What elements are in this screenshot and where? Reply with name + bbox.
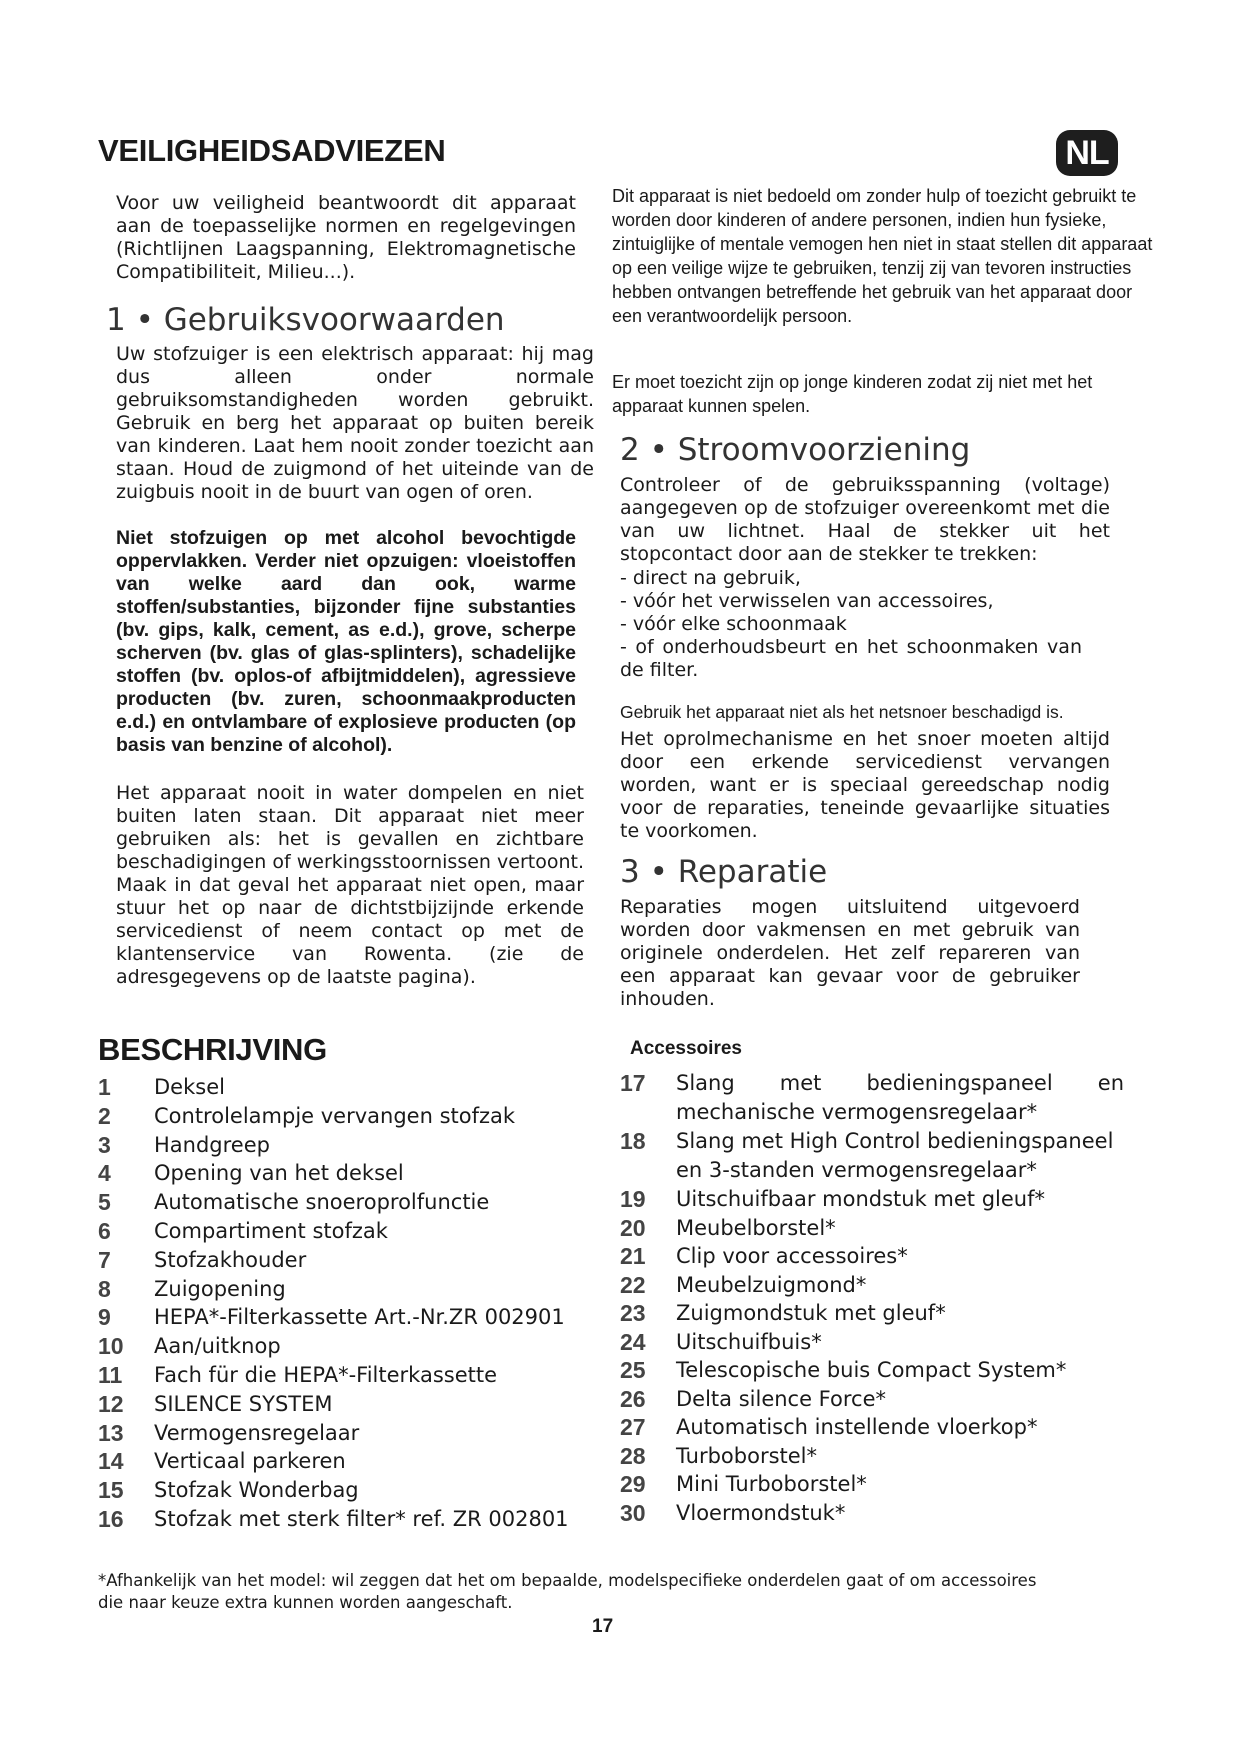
item-label: Verticaal parkeren xyxy=(154,1449,346,1474)
item-number: 7 xyxy=(98,1246,111,1273)
list-item xyxy=(620,1271,1124,1300)
item-label: Uitschuifbuis* xyxy=(676,1329,822,1354)
list-item xyxy=(98,1303,598,1332)
list-item xyxy=(98,1390,598,1419)
item-label: Fach für die HEPA*-Filterkassette xyxy=(154,1362,498,1387)
list-item xyxy=(620,1413,1124,1442)
list-item xyxy=(98,1246,598,1275)
item-label: Vermogensregelaar xyxy=(154,1420,360,1445)
item-label: Deksel xyxy=(154,1075,225,1099)
item-label: Automatisch instellende vloerkop* xyxy=(676,1415,1038,1439)
footnote: *Afhankelijk van het model: wil zeggen dat het om bepaalde, modelspecifieke onderdelen gaat of om accessoires die naar keuze extra kunnen worden aangeschaft. xyxy=(98,1571,1037,1612)
item-label: Zuigopening xyxy=(154,1276,286,1301)
list-item xyxy=(620,1214,1124,1243)
item-label: Compartiment stofzak xyxy=(154,1218,388,1243)
list-item xyxy=(98,1217,598,1246)
item-number: 29 xyxy=(620,1471,646,1497)
list-item xyxy=(98,1419,598,1448)
item-number: 3 xyxy=(98,1131,111,1158)
item-label: Delta silence Force* xyxy=(676,1386,886,1411)
power-checklist xyxy=(620,567,1082,682)
item-number: 30 xyxy=(620,1499,646,1526)
item-number: 12 xyxy=(98,1390,124,1417)
language-badge: NL xyxy=(1056,130,1118,176)
item-number: 14 xyxy=(98,1448,124,1475)
list-item xyxy=(620,1499,1124,1528)
item-number: 23 xyxy=(620,1300,646,1326)
item-number: 5 xyxy=(98,1189,111,1216)
item-number: 10 xyxy=(98,1333,124,1360)
item-label: Aan/uitknop xyxy=(154,1334,281,1359)
item-number: 27 xyxy=(620,1414,646,1440)
item-number: 9 xyxy=(98,1304,111,1331)
item-number: 13 xyxy=(98,1419,124,1446)
item-number: 18 xyxy=(620,1128,646,1154)
item-number: 16 xyxy=(98,1505,124,1532)
supervision-paragraph: Dit apparaat is niet bedoeld om zonder hulp of toezicht gebruikt te worden door kinderen of andere personen, indien hun fysieke, zintuiglijke of mentale vemogen hen niet in staat stellen dit apparaat op een veilige wijze te gebruiken, tenzij zij van tevoren instructies hebben ontvangen betreffende het gebruik van het apparaat door een verantwoordelijk persoon. xyxy=(612,186,1153,326)
item-label: HEPA*-Filterkassette Art.-Nr.ZR 002901 xyxy=(154,1305,565,1330)
item-label: Automatische snoeroprolfunctie xyxy=(154,1190,490,1215)
section-title-power: 2 • Stroomvoorziening xyxy=(620,432,971,468)
item-label: Turboborstel* xyxy=(676,1443,818,1468)
item-number: 2 xyxy=(98,1102,111,1129)
list-item xyxy=(98,1361,598,1390)
power-checklist-item: - vóór elke schoonmaak xyxy=(620,613,847,635)
cord-replacement-paragraph: Het oprolmechanisme en het snoer moeten altijd door een erkende servicedienst vervangen worden, want er is speciaal gereedschap nodig voor de reparaties, teneinde gevaarlijke situaties te voorkomen. xyxy=(620,728,1110,842)
description-title: BESCHRIJVING xyxy=(98,1032,327,1067)
item-number: 21 xyxy=(620,1243,646,1269)
list-item xyxy=(620,1356,1124,1385)
item-number: 28 xyxy=(620,1442,646,1469)
section-title-usage: 1 • Gebruiksvoorwaarden xyxy=(106,302,505,338)
parts-list xyxy=(98,1073,598,1534)
item-label: Handgreep xyxy=(154,1132,270,1157)
power-checklist-item: - direct na gebruik, xyxy=(620,567,801,589)
power-checklist-item: - of onderhoudsbeurt en het schoonmaken van de filter. xyxy=(620,636,1082,681)
list-item xyxy=(620,1299,1124,1328)
item-label: SILENCE SYSTEM xyxy=(154,1391,333,1416)
item-label: Stofzakhouder xyxy=(154,1247,307,1272)
item-number: 4 xyxy=(98,1160,111,1187)
list-item xyxy=(620,1470,1124,1499)
list-item xyxy=(98,1102,598,1131)
item-label: Slang met High Control bedieningspaneel en 3-standen vermogensregelaar* xyxy=(676,1129,1114,1182)
usage-warning-bold: Niet stofzuigen op met alcohol bevochtigde oppervlakken. Verder niet opzuigen: vloeistoffen van welke aard dan ook, warme stoffen/substanties, bijzonder fijne substanties (bv. gips, kalk, cement, as e.d.), grove, scherpe scherven (bv. glas of glas-splinters), schadelijke stoffen (bv. oplos-of afbijtmiddelen), agressieve producten (bv. zuren, schoonmaakproducten e.d.) en ontvlambare of explosieve producten (op basis van benzine of alcohol). xyxy=(116,527,576,756)
usage-paragraph-2: Het apparaat nooit in water dompelen en niet buiten laten staan. Dit apparaat niet meer gebruiken als: het is gevallen en zichtbare beschadigingen of werkingsstoornissen vertoont. Maak in dat geval het apparaat niet open, maar stuur het op naar de dichtstbijzijnde erkende servicedienst of neem contact op met de klantenservice van Rowenta. (zie de adresgegevens op de laatste pagina). xyxy=(116,782,584,988)
page-number: 17 xyxy=(592,1616,614,1637)
item-label: Uitschuifbaar mondstuk met gleuf* xyxy=(676,1187,1045,1211)
cord-warning: Gebruik het apparaat niet als het netsnoer beschadigd is. xyxy=(620,702,1064,722)
item-number: 15 xyxy=(98,1477,124,1504)
item-label: Vloermondstuk* xyxy=(676,1500,846,1525)
item-label: Clip voor accessoires* xyxy=(676,1244,908,1268)
power-paragraph: Controleer of de gebruiksspanning (voltage) aangegeven op de stofzuiger overeenkomt met die van uw lichtnet. Haal de stekker uit het stopcontact door aan de stekker te trekken: xyxy=(620,474,1110,565)
item-label: Mini Turboborstel* xyxy=(676,1472,867,1496)
item-label: Stofzak Wonderbag xyxy=(154,1478,359,1503)
item-label: Controlelampje vervangen stofzak xyxy=(154,1103,516,1128)
item-label: Meubelzuigmond* xyxy=(676,1272,867,1297)
safety-intro: Voor uw veiligheid beantwoordt dit apparaat aan de toepasselijke normen en regelgevingen (Richtlijnen Laagspanning, Elektromagnetische Compatibiliteit, Milieu...). xyxy=(116,192,576,283)
list-item xyxy=(98,1188,598,1217)
item-number: 6 xyxy=(98,1217,111,1244)
list-item xyxy=(98,1131,598,1160)
list-item xyxy=(620,1442,1124,1471)
item-label: Stofzak met sterk filter* ref. ZR 002801 xyxy=(154,1506,569,1531)
list-item xyxy=(98,1159,598,1188)
page-title: VEILIGHEIDSADVIEZEN xyxy=(98,133,446,168)
item-number: 22 xyxy=(620,1271,646,1298)
item-number: 1 xyxy=(98,1074,111,1100)
usage-paragraph: Uw stofzuiger is een elektrisch apparaat: hij mag dus alleen onder normale gebruiksomstandigheden worden gebruikt. Gebruik en berg het apparaat op buiten bereik van kinderen. Laat hem nooit zonder toezicht aan staan. Houd de zuigmond of het uiteinde van de zuigbuis nooit in de buurt van ogen of oren. xyxy=(116,343,594,503)
section-title-repair: 3 • Reparatie xyxy=(620,854,828,890)
accessories-list xyxy=(620,1069,1124,1527)
list-item xyxy=(620,1185,1124,1214)
item-number: 8 xyxy=(98,1275,111,1302)
item-number: 17 xyxy=(620,1070,646,1096)
list-item xyxy=(98,1476,598,1505)
list-item xyxy=(620,1385,1124,1414)
repair-paragraph: Reparaties mogen uitsluitend uitgevoerd worden door vakmensen en met gebruik van originele onderdelen. Het zelf repareren van een apparaat kan gevaar voor de gebruiker inhouden. xyxy=(620,896,1080,1010)
item-number: 19 xyxy=(620,1186,646,1212)
list-item xyxy=(98,1505,598,1534)
item-label: Opening van het deksel xyxy=(154,1161,404,1186)
item-label: Telescopische buis Compact System* xyxy=(676,1358,1067,1382)
list-item xyxy=(620,1127,1124,1184)
item-number: 24 xyxy=(620,1328,646,1355)
power-checklist-item: - vóór het verwisselen van accessoires, xyxy=(620,590,994,612)
item-number: 25 xyxy=(620,1357,646,1383)
item-number: 11 xyxy=(98,1361,123,1388)
item-label: Slang met bedieningspaneel en mechanische vermogensregelaar* xyxy=(676,1071,1124,1124)
list-item xyxy=(98,1275,598,1304)
list-item xyxy=(98,1332,598,1361)
accessories-title: Accessoires xyxy=(630,1038,742,1059)
list-item xyxy=(620,1242,1124,1271)
item-label: Zuigmondstuk met gleuf* xyxy=(676,1301,946,1325)
item-number: 20 xyxy=(620,1214,646,1241)
list-item xyxy=(98,1073,598,1102)
children-paragraph: Er moet toezicht zijn op jonge kinderen zodat zij niet met het apparaat kunnen spelen. xyxy=(612,372,1093,416)
list-item xyxy=(620,1069,1124,1126)
list-item xyxy=(620,1328,1124,1357)
list-item xyxy=(98,1447,598,1476)
item-label: Meubelborstel* xyxy=(676,1215,836,1240)
item-number: 26 xyxy=(620,1385,646,1412)
